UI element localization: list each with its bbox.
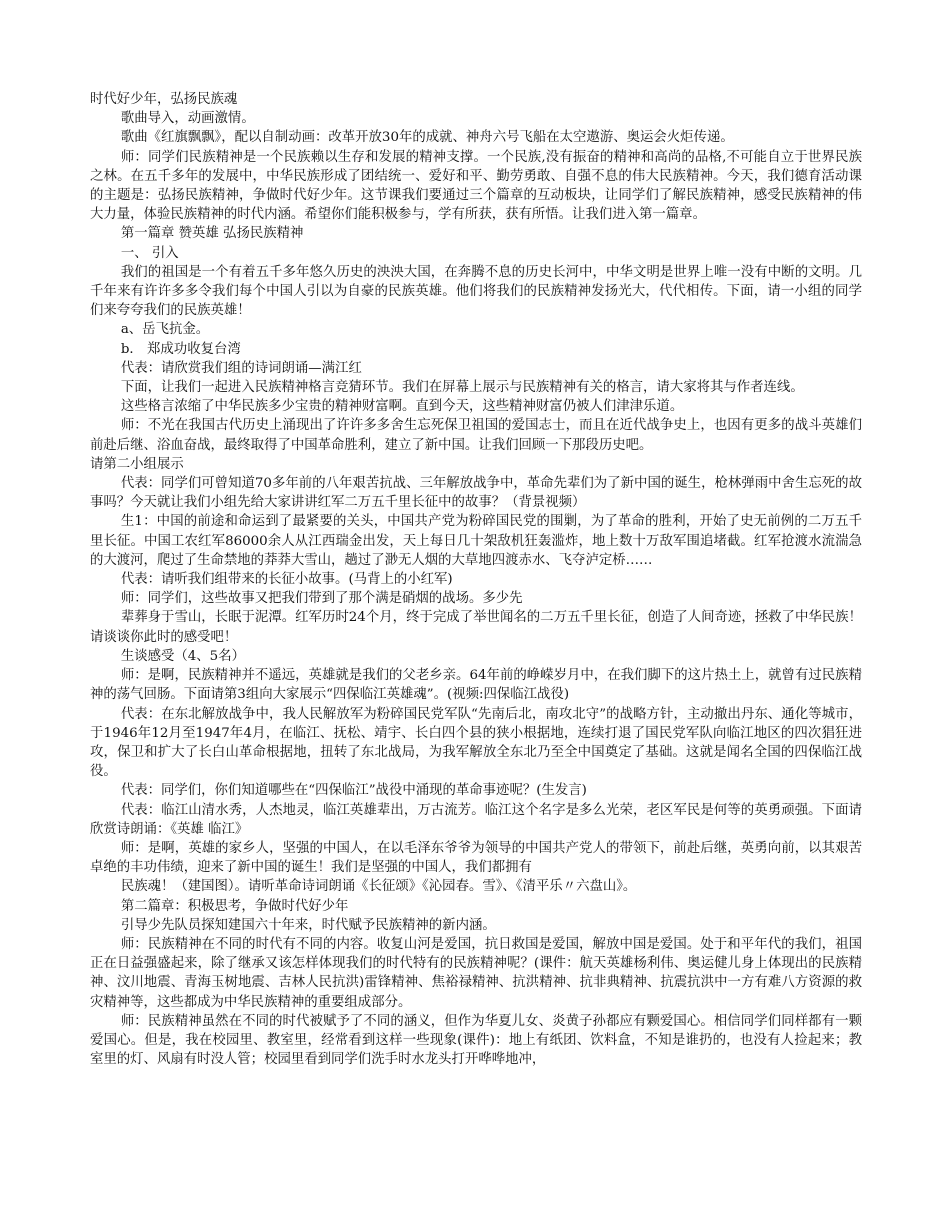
paragraph: 我们的祖国是一个有着五千多年悠久历史的泱泱大国，在奔腾不息的历史长河中，中华文明是世界上唯一没有中断的文明。几千年来有许许多多令我们每个中国人引以为自豪的民族英雄。他们将我们的民族精神发扬光大，代代相传。下面，请一小组的同学们来夸夸我们的民族英雄！ xyxy=(90,264,862,319)
chapter-heading: 第二篇章：积极思考，争做时代好少年 xyxy=(120,898,349,914)
section-heading: 一、 引入 xyxy=(120,245,179,261)
list-item: b． 郑成功收复台湾 xyxy=(120,341,241,357)
paragraph: 生谈感受（4、5名） xyxy=(120,648,245,664)
chapter-heading: 第一篇章 赞英雄 弘扬民族精神 xyxy=(120,226,304,242)
paragraph: 歌曲《红旗飘飘》，配以自制动画：改革开放30年的成就、神舟六号飞船在太空遨游、奥运会火炬传递。 xyxy=(120,130,734,146)
paragraph: 民族魂！（建国图）。请听革命诗词朗诵《长征颂》《沁园春。雪》、《清平乐〃六盘山》。 xyxy=(120,879,637,895)
paragraph: 引导少先队员探知建国六十年来，时代赋予民族精神的新内涵。 xyxy=(120,917,496,933)
paragraph: 代表：临江山清水秀，人杰地灵，临江英雄辈出，万古流芳。临江这个名字是多么光荣，老区军民是何等的英勇顽强。下面请欣赏诗朗诵：《英雄 临江》 xyxy=(90,802,862,837)
paragraph: 师：同学们，这些故事又把我们带到了那个满是硝烟的战场。多少先 xyxy=(120,591,523,607)
paragraph: 师：民族精神在不同的时代有不同的内容。收复山河是爱国，抗日救国是爱国，解放中国是爱国。处于和平年代的我们，祖国正在日益强盛起来，除了继承又该怎样体现我们的时代特有的民族精神呢？(课件：航天英雄杨利伟、奥运健儿身上体现出的民族精神、汶川地震、青海玉树地震、吉林人民抗洪)雷锋精神、焦裕禄精神、抗洪精神、抗非典精神、抗震抗洪中一方有难八方资源的救灾精神等，这些都成为中华民族精神的重要组成部分。 xyxy=(90,936,862,1010)
paragraph: 生1：中国的前途和命运到了最紧要的关头，中国共产党为粉碎国民党的围剿，为了革命的胜利，开始了史无前例的二万五千里长征。中国工农红军86000余人从江西瑞金出发，天上每日几十架敌机狂轰滥炸，地上数十万敌军围追堵截。红军抢渡水流湍急的大渡河，爬过了生命禁地的莽莽大雪山，趟过了渺无人烟的大草地四渡赤水、飞夺泸定桥…… xyxy=(90,514,862,568)
paragraph: 代表：请听我们组带来的长征小故事。(马背上的小红军) xyxy=(120,572,453,588)
paragraph: 师：同学们民族精神是一个民族赖以生存和发展的精神支撑。一个民族,没有振奋的精神和高尚的品格,不可能自立于世界民族之林。在五千多年的发展中，中华民族形成了团结统一、爱好和平、勤劳勇敢、自强不息的伟大民族精神。今天，我们德育活动课的主题是：弘扬民族精神，争做时代好少年。这节课我们要通过三个篇章的互动板块，让同学们了解民族精神，感受民族精神的伟大力量，体验民族精神的时代内涵。希望你们能积极参与，学有所获，获有所悟。让我们进入第一篇章。 xyxy=(90,149,862,223)
paragraph: 辈葬身于雪山，长眠于泥潭。红军历时24个月，终于完成了举世闻名的二万五千里长征，创造了人间奇迹，拯救了中华民族！请谈谈你此时的感受吧！ xyxy=(90,610,862,645)
paragraph: 代表：同学们，你们知道哪些在“四保临江”战役中涌现的革命事迹呢？(生发言) xyxy=(120,783,587,799)
paragraph: 这些格言浓缩了中华民族多少宝贵的精神财富啊。直到今天，这些精神财富仍被人们津津乐道。 xyxy=(120,399,684,415)
paragraph: 下面，让我们一起进入民族精神格言竞猜环节。我们在屏幕上展示与民族精神有关的格言，请大家将其与作者连线。 xyxy=(120,380,804,396)
paragraph: 代表：同学们可曾知道70多年前的八年艰苦抗战、三年解放战争中，革命先辈们为了新中国的诞生，枪林弹雨中舍生忘死的故事吗？今天就让我们小组先给大家讲讲红军二万五千里长征中的故事？（背景视频） xyxy=(90,476,862,511)
list-item: a、岳飞抗金。 xyxy=(120,322,210,338)
paragraph: 请第二小组展示 xyxy=(90,456,184,472)
paragraph: 代表：请欣赏我们组的诗词朗诵—满江红 xyxy=(120,360,362,376)
paragraph: 师：不光在我国古代历史上涌现出了许许多多舍生忘死保卫祖国的爱国志士，而且在近代战争史上，也因有更多的战斗英雄们前赴后继、浴血奋战，最终取得了中国革命胜利，建立了新中国。让我们回顾一下那段历史吧。 xyxy=(90,418,862,453)
paragraph: 代表：在东北解放战争中，我人民解放军为粉碎国民党军队“先南后北，南攻北守”的战略方针，主动撤出丹东、通化等城市，于1946年12月至1947年4月，在临江、抚松、靖宇、长白四个县的狭小根据地，连续打退了国民党军队向临江地区的四次猖狂进攻，保卫和扩大了长白山革命根据地，扭转了东北战局，为我军解放全东北乃至全中国奠定了基础。这就是闻名全国的四保临江战役。 xyxy=(90,706,862,780)
paragraph: 师：是啊，民族精神并不遥远，英雄就是我们的父老乡亲。64年前的峥嵘岁月中，在我们脚下的这片热土上，就曾有过民族精神的荡气回肠。下面请第3组向大家展示“四保临江英雄魂”。(视频:四保临江战役) xyxy=(90,668,862,703)
paragraph: 师：是啊，英雄的家乡人，坚强的中国人，在以毛泽东爷爷为领导的中国共产党人的带领下，前赴后继，英勇向前，以其艰苦卓绝的丰功伟绩，迎来了新中国的诞生！我们是坚强的中国人，我们都拥有 xyxy=(90,840,862,876)
paragraph: 歌曲导入，动画激情。 xyxy=(120,111,255,127)
paragraph: 师：民族精神虽然在不同的时代被赋予了不同的涵义，但作为华夏儿女、炎黄子孙都应有颗爱国心。相信同学们同样都有一颗爱国心。但是，我在校园里、教室里，经常看到这样一些现象(课件)：地上有纸团、饮料盒，不知是谁扔的，也没有人捡起来；教室里的灯、风扇有时没人管；校园里看到同学们洗手时水龙头打开哗哗地冲， xyxy=(90,1013,862,1068)
doc-title-line: 时代好少年，弘扬民族魂 xyxy=(90,92,238,107)
